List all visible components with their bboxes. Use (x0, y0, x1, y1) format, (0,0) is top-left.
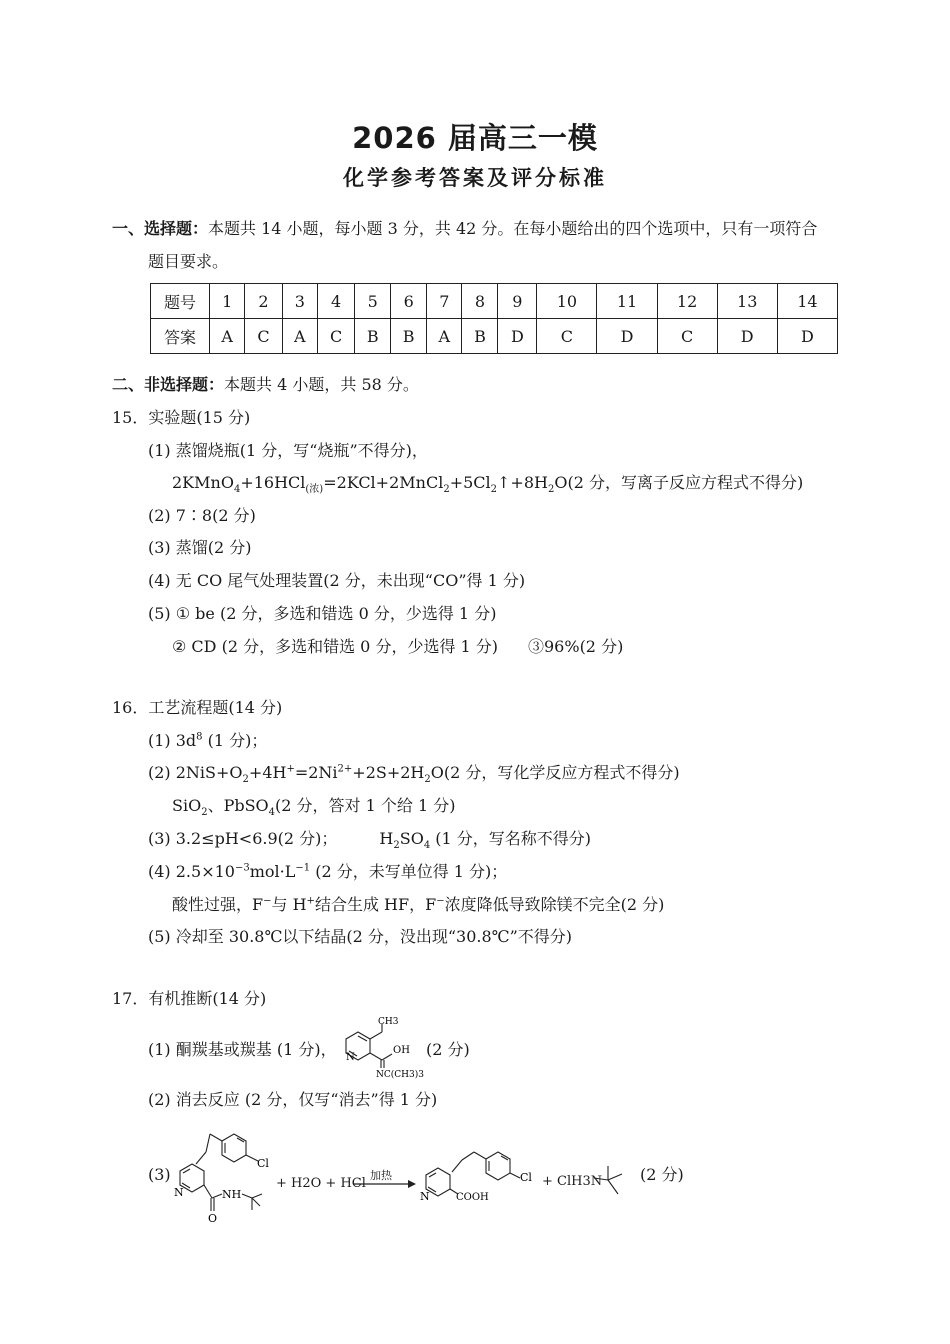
q17-line1-score: (2 分) (426, 1040, 470, 1059)
table-cell: A (282, 319, 317, 354)
table-cell: B (355, 319, 391, 354)
svg-text:O: O (208, 1212, 218, 1225)
q17-line3-score: (2 分) (640, 1165, 684, 1184)
q15-line1: (1) 蒸馏烧瓶(1 分，写“烧瓶”不得分)， (148, 441, 428, 460)
part1-intro-line1: 本题共 14 小题，每小题 3 分，共 42 分。在每小题给出的四个选项中，只有一项符合 (208, 219, 818, 238)
part2-intro-text: 本题共 4 小题，共 58 分。 (224, 375, 419, 394)
svg-text:NC(CH3)3: NC(CH3)3 (376, 1070, 424, 1080)
row-label-answer: 答案 (151, 319, 210, 354)
row-label-number: 题号 (151, 284, 210, 319)
product-salt: + ClH3N (542, 1174, 603, 1189)
page-subtitle: 化学参考答案及评分标准 (343, 166, 607, 190)
q16-title: 16．工艺流程题(14 分) (112, 698, 283, 717)
q15-title: 15．实验题(15 分) (112, 408, 251, 427)
q17-line2: (2) 消去反应 (2 分，仅写“消去”得 1 分) (148, 1090, 438, 1109)
part1-label: 一、选择题： (112, 219, 209, 238)
structure-product-acid (412, 1138, 562, 1208)
q17-line1: (1) 酮羰基或羰基 (1 分)， (148, 1040, 337, 1059)
tert-butyl-group-icon (594, 1160, 630, 1204)
svg-text:COOH: COOH (456, 1192, 489, 1203)
structure-reactant-amide (160, 1118, 290, 1233)
q17-line3-number: (3) (148, 1165, 171, 1184)
q15-line6b: ③96%(2 分) (528, 637, 624, 656)
table-cell: D (498, 319, 537, 354)
table-cell: 5 (355, 284, 391, 319)
table-cell: C (537, 319, 597, 354)
table-cell: 11 (597, 284, 657, 319)
q15-line4: (4) 无 CO 尾气处理装置(2 分，未出现“CO”得 1 分) (148, 571, 526, 590)
svg-text:NH: NH (222, 1188, 242, 1201)
q16-line6: 酸性过强，F−与 H+结合生成 HF，F−浓度降低导致除镁不完全(2 分) (172, 895, 665, 914)
table-cell: 10 (537, 284, 597, 319)
part2-label: 二、非选择题： (112, 375, 225, 394)
part1-intro (112, 219, 817, 239)
table-cell: B (462, 319, 498, 354)
table-cell: 6 (391, 284, 427, 319)
table-cell: C (318, 319, 355, 354)
svg-text:CH3: CH3 (378, 1017, 399, 1027)
table-cell: B (391, 319, 427, 354)
reaction-reagents: + H2O + HCl (276, 1176, 366, 1191)
svg-text:Cl: Cl (520, 1171, 532, 1184)
table-cell: D (597, 319, 657, 354)
table-cell: 2 (245, 284, 282, 319)
svg-text:N: N (420, 1190, 430, 1203)
svg-text:OH: OH (393, 1045, 410, 1056)
svg-text:N: N (346, 1052, 355, 1063)
q16-line7: (5) 冷却至 30.8℃以下结晶(2 分，没出现“30.8℃”不得分) (148, 927, 572, 946)
q15-line3: (3) 蒸馏(2 分) (148, 538, 252, 557)
q15-line2: (2) 7∶8(2 分) (148, 506, 256, 525)
table-cell: 14 (777, 284, 837, 319)
table-cell: 3 (282, 284, 317, 319)
table-cell: 7 (427, 284, 462, 319)
page-title: 2026 届高三一模 (352, 121, 598, 155)
reaction-condition: 加热 (370, 1169, 392, 1182)
q16-line1: (1) $3d^8$ (1 分)； (148, 731, 268, 750)
table-cell: 4 (318, 284, 355, 319)
table-row-numbers (151, 284, 838, 319)
part2-intro (112, 375, 419, 395)
q15-line5: (5) ① be (2 分，多选和错选 0 分，少选得 1 分) (148, 604, 497, 623)
q16-line3: SiO$_2$、PbSO$_4$(2 分，答对 1 个给 1 分) (172, 796, 456, 819)
q16-line2: (2) $2NiS+O_2+4H^+=2Ni^{2+}+2S+2H_2O(2$ 分，写化学反应方程式不得分) (148, 763, 680, 786)
answer-table (150, 283, 838, 354)
table-cell: 12 (657, 284, 717, 319)
q16-line5: (4) $2.5\times 10^{-3}mol\cdot L^{-1}$ (2 分，未写单位得 1 分)； (148, 862, 508, 881)
part1-intro-line2: 题目要求。 (148, 252, 229, 271)
q15-equation: $2KMnO_4+16HCl_{(浓)}=2KCl+2MnCl_2+5Cl_2↑+8H_2O(2$ 分，写离子反应方程式不得分) (172, 473, 804, 496)
q16-line4: (3) 3.2≤pH<6.9(2 分)； $H_2SO_4$ (1 分，写名称不得分) (148, 829, 592, 852)
table-cell: 8 (462, 284, 498, 319)
table-row-answers (151, 319, 838, 354)
svg-text:Cl: Cl (257, 1157, 269, 1170)
q17-title: 17．有机推断(14 分) (112, 989, 267, 1008)
table-cell: C (657, 319, 717, 354)
table-cell: C (245, 319, 282, 354)
table-cell: 13 (717, 284, 777, 319)
table-cell: 1 (210, 284, 245, 319)
table-cell: A (210, 319, 245, 354)
reaction-arrow-icon (354, 1178, 416, 1190)
table-cell: A (427, 319, 462, 354)
table-cell: D (717, 319, 777, 354)
table-cell: 9 (498, 284, 537, 319)
structure-pyridine-amidic-acid (336, 1012, 426, 1082)
table-cell: D (777, 319, 837, 354)
svg-text:N: N (174, 1186, 184, 1199)
q15-line6a: ② CD (2 分，多选和错选 0 分，少选得 1 分) (172, 637, 499, 656)
